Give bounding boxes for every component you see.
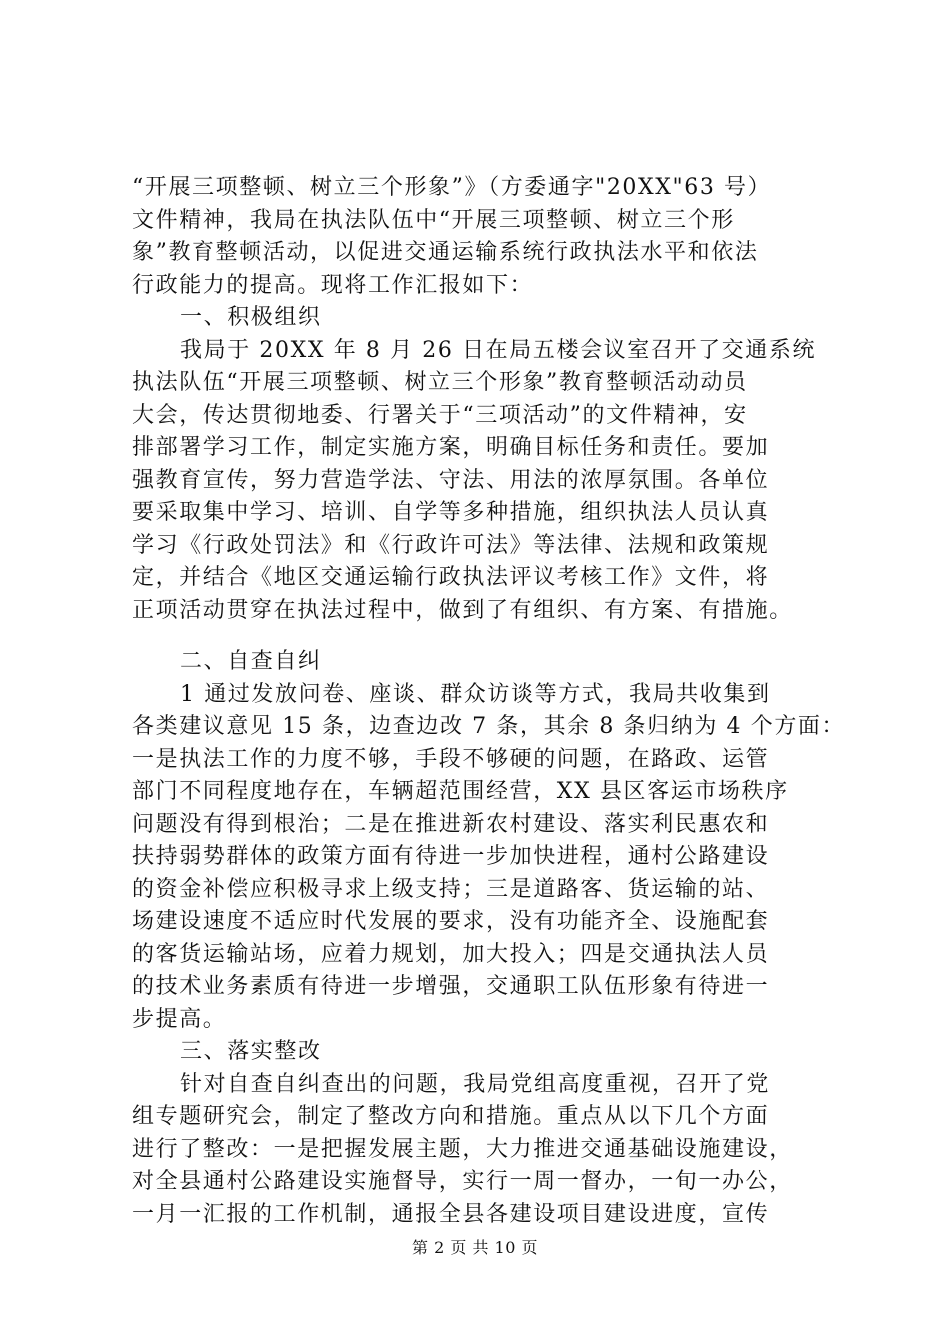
text-line: 强教育宣传，努力营造学法、守法、用法的浓厚氛围。各单位 xyxy=(132,467,770,493)
text-line: 进行了整改：一是把握发展主题，大力推进交通基础设施建设， xyxy=(132,1136,793,1162)
text-line: 一是执法工作的力度不够，手段不够硬的问题，在路政、运管 xyxy=(132,746,770,772)
text-line: “开展三项整顿、树立三个形象”》（方委通字"20XX"63 号） xyxy=(132,175,772,200)
section-heading-2: 二、自查自纠 xyxy=(180,649,322,674)
text-line: 各类建议意见 15 条，边查边改 7 条，其余 8 条归纳为 4 个方面： xyxy=(132,714,846,739)
text-line: 象”教育整顿活动，以促进交通运输系统行政执法水平和依法 xyxy=(132,240,759,265)
text-line: 行政能力的提高。现将工作汇报如下： xyxy=(132,272,534,298)
text-line: 的技术业务素质有待进一步增强，交通职工队伍形象有待进一 xyxy=(132,974,770,999)
text-line: 步提高。 xyxy=(132,1006,227,1032)
text-line: 部门不同程度地存在，车辆超范围经营，XX 县区客运市场秩序 xyxy=(132,779,789,804)
text-line: 正项活动贯穿在执法过程中，做到了有组织、有方案、有措施。 xyxy=(132,597,793,623)
text-line: 大会，传达贯彻地委、行署关于“三项活动”的文件精神，安 xyxy=(132,402,748,428)
text-line: 要采取集中学习、培训、自学等多种措施，组织执法人员认真 xyxy=(132,500,770,525)
text-line: 的资金补偿应积极寻求上级支持；三是道路客、货运输的站、 xyxy=(132,876,770,902)
text-line: 文件精神，我局在执法队伍中“开展三项整顿、树立三个形 xyxy=(132,207,735,233)
paragraph-start: 1 通过发放问卷、座谈、群众访谈等方式，我局共收集到 xyxy=(180,681,771,707)
text-line: 执法队伍“开展三项整顿、树立三个形象”教育整顿活动动员 xyxy=(132,370,748,395)
paragraph-start: 针对自查自纠查出的问题，我局党组高度重视，召开了党 xyxy=(180,1071,771,1097)
paragraph-start: 我局于 20XX 年 8 月 26 日在局五楼会议室召开了交通系统 xyxy=(180,337,817,363)
page-number-footer: 第 2 页 共 10 页 xyxy=(412,1238,538,1257)
text-line: 定，并结合《地区交通运输行政执法评议考核工作》文件，将 xyxy=(132,565,770,590)
section-heading-3: 三、落实整改 xyxy=(180,1039,322,1064)
text-line: 组专题研究会，制定了整改方向和措施。重点从以下几个方面 xyxy=(132,1104,770,1129)
text-line: 对全县通村公路建设实施督导，实行一周一督办，一旬一办公， xyxy=(132,1169,793,1194)
text-line: 排部署学习工作，制定实施方案，明确目标任务和责任。要加 xyxy=(132,435,770,460)
text-line: 场建设速度不适应时代发展的要求，没有功能齐全、设施配套 xyxy=(132,909,770,934)
text-line: 扶持弱势群体的政策方面有待进一步加快进程，通村公路建设 xyxy=(132,844,770,869)
text-line: 的客货运输站场，应着力规划，加大投入；四是交通执法人员 xyxy=(132,941,770,967)
section-heading-1: 一、积极组织 xyxy=(180,305,322,330)
text-line: 问题没有得到根治；二是在推进新农村建设、落实利民惠农和 xyxy=(132,811,770,837)
text-line: 学习《行政处罚法》和《行政许可法》等法律、法规和政策规 xyxy=(132,532,770,558)
document-body xyxy=(132,172,847,1231)
text-line: 一月一汇报的工作机制，通报全县各建设项目建设进度，宣传 xyxy=(132,1201,770,1227)
